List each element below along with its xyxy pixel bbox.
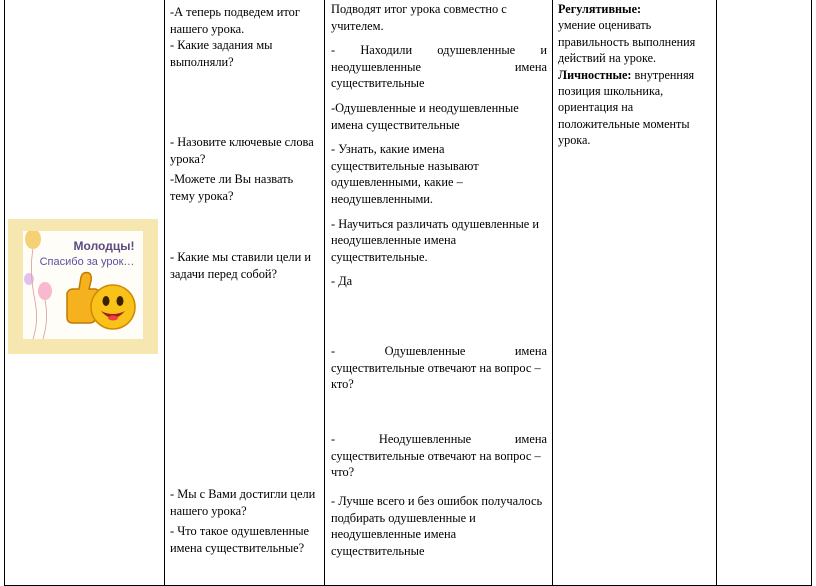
thumbs-up-smiley-icon (61, 271, 139, 337)
teacher-item: - Мы с Вами достигли цели нашего урока? (170, 487, 316, 518)
personal-text: внутренняя позиция школьника, ориентация на положительные моменты урока. (558, 67, 695, 148)
teacher-item: -А теперь подведем итог нашего урока. (170, 5, 300, 36)
uud-column (558, 1, 710, 149)
student-item: существительные (331, 76, 425, 91)
student-item: - Одушевленные имена (331, 344, 547, 358)
student-item: - Неодушевленные имена (331, 432, 547, 446)
student-item: - Находили одушевленные и (331, 43, 547, 58)
teacher-item: -Можете ли Вы назвать тему урока? (170, 172, 294, 203)
teacher-item: - Что такое одушевленные имена существительные? (170, 524, 310, 555)
student-column-part (331, 493, 547, 559)
card-subtitle: Спасибо за урок… (39, 256, 135, 268)
student-column-part (331, 431, 547, 481)
student-item: - Да (331, 274, 353, 289)
student-item: существительные отвечают на вопрос – (331, 448, 541, 463)
student-item: - Научиться различать одушевленные и неодушевленные имена существительные. (331, 216, 540, 264)
column-divider (716, 0, 717, 586)
teacher-column-part (170, 249, 320, 282)
teacher-item: - Назовите ключевые слова урока? (170, 135, 314, 166)
student-item: -Одушевленные и неодушевленные имена существительные (331, 100, 519, 132)
teacher-item: - Какие мы ставили цели и задачи перед собой? (170, 250, 311, 281)
student-column (331, 1, 547, 290)
teacher-column-part (170, 486, 320, 556)
student-item: что? (331, 465, 355, 480)
student-item: неодушевленные имена (331, 59, 547, 74)
regulative-label: Регулятивные: (558, 2, 642, 16)
student-item: - Узнать, какие имена существительные называют одушевленными, какие – неодушевленными. (331, 142, 479, 206)
card-title: Молодцы! (73, 239, 135, 253)
column-divider (552, 0, 553, 586)
lesson-end-picture (8, 219, 158, 354)
student-item: - Лучше всего и без ошибок получалось подбирать одушевленные и неодушевленные имена существительные (331, 494, 543, 558)
student-item: кто? (331, 377, 354, 392)
student-item: Подводят итог урока совместно с учителем. (331, 2, 507, 33)
teacher-column (170, 4, 320, 70)
column-divider (164, 0, 165, 586)
teacher-item: - Какие задания мы выполняли? (170, 38, 273, 69)
student-column-part (331, 343, 547, 393)
teacher-column-part (170, 134, 320, 204)
column-divider (324, 0, 325, 586)
personal-label: Личностные: (558, 67, 632, 82)
student-item: существительные отвечают на вопрос – (331, 360, 541, 375)
regulative-text: умение оценивать правильность выполнения действий на уроке. (558, 18, 696, 66)
